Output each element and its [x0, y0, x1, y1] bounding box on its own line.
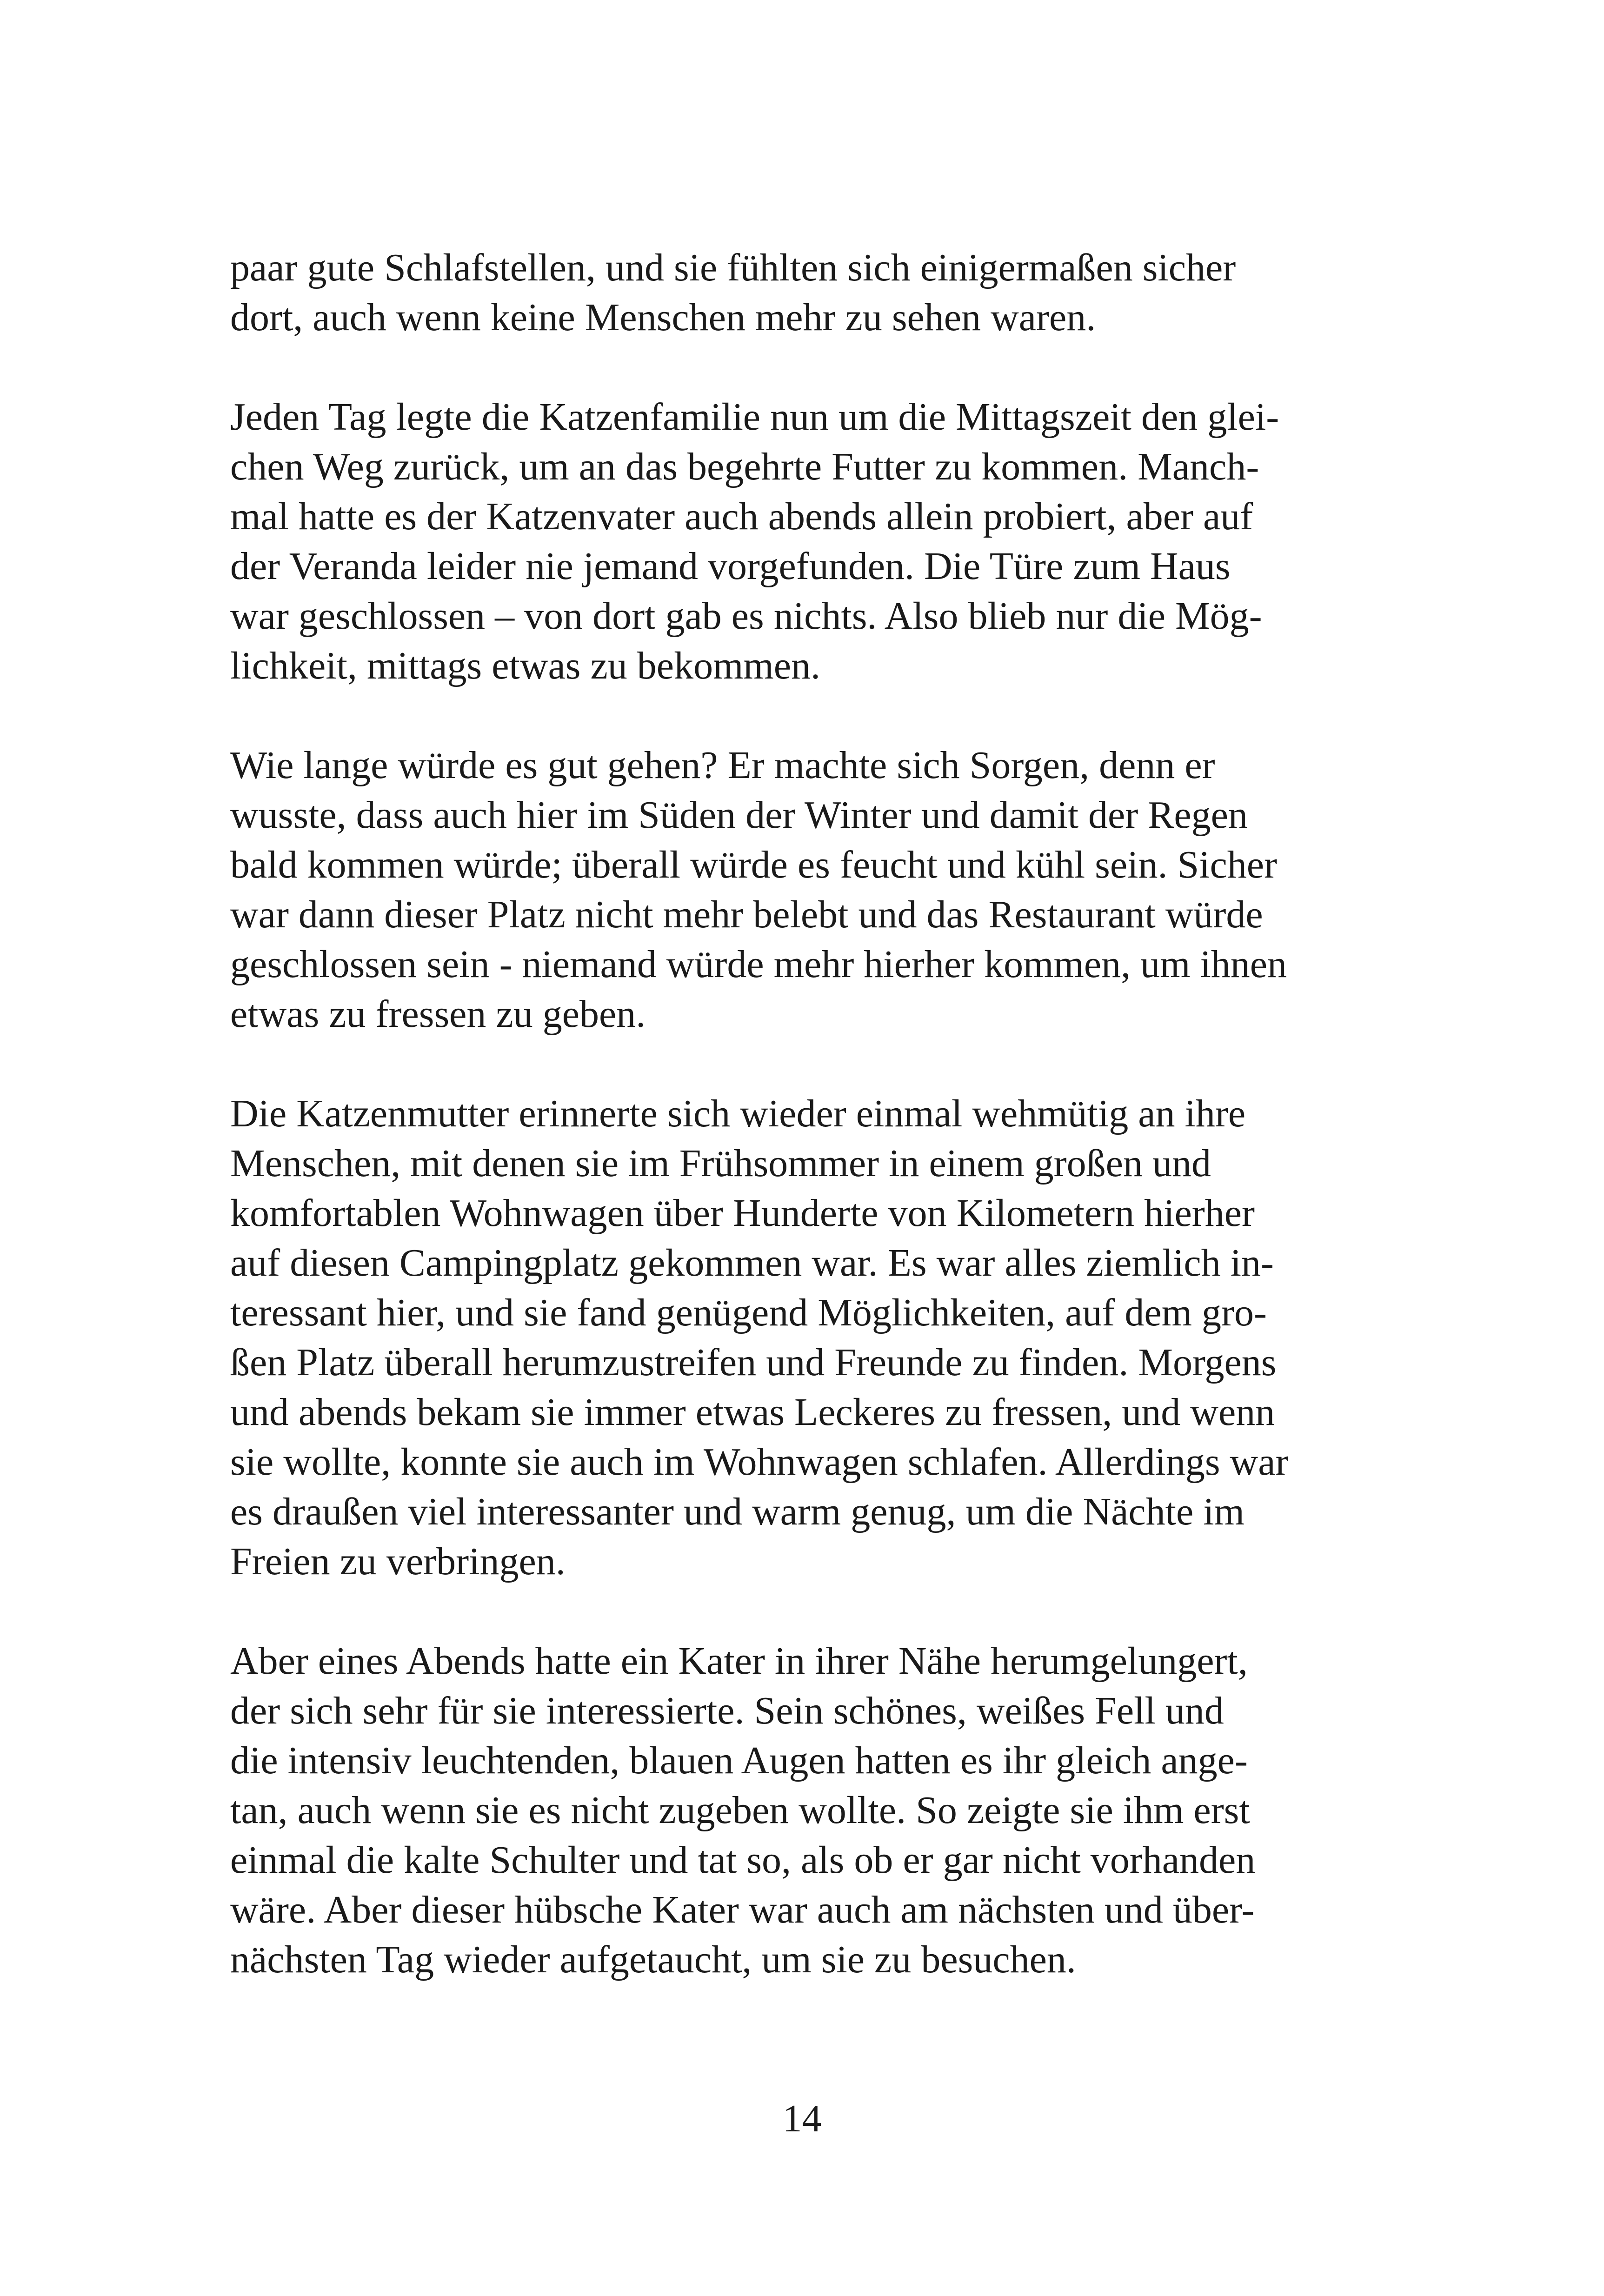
text-line: Wie lange würde es gut gehen? Er machte sich Sorgen, denn er — [230, 744, 1215, 787]
paragraph-2 — [230, 392, 1328, 691]
paragraph-4 — [230, 1089, 1328, 1586]
text-line: chen Weg zurück, um an das begehrte Futter zu kommen. Manch- — [230, 445, 1259, 488]
text-line: ßen Platz überall herumzustreifen und Freunde zu finden. Morgens — [230, 1341, 1277, 1384]
text-line: wusste, dass auch hier im Süden der Winter und damit der Regen — [230, 793, 1248, 837]
text-line: einmal die kalte Schulter und tat so, als ob er gar nicht vorhanden — [230, 1838, 1256, 1882]
text-line: der sich sehr für sie interessierte. Sein schönes, weißes Fell und — [230, 1689, 1224, 1732]
text-line: wäre. Aber dieser hübsche Kater war auch am nächsten und über- — [230, 1888, 1255, 1931]
text-line: geschlossen sein - niemand würde mehr hierher kommen, um ihnen — [230, 943, 1287, 986]
text-line: komfortablen Wohnwagen über Hunderte von Kilometern hierher — [230, 1191, 1255, 1235]
text-line: nächsten Tag wieder aufgetaucht, um sie zu besuchen. — [230, 1938, 1076, 1981]
page-number: 14 — [782, 2097, 822, 2140]
text-line: der Veranda leider nie jemand vorgefunden. Die Türe zum Haus — [230, 545, 1231, 588]
paragraph-1 — [230, 243, 1328, 342]
text-line: sie wollte, konnte sie auch im Wohnwagen schlafen. Allerdings war — [230, 1440, 1289, 1484]
text-line: etwas zu fressen zu geben. — [230, 992, 646, 1036]
text-line: Jeden Tag legte die Katzenfamilie nun um die Mittagszeit den glei- — [230, 395, 1279, 439]
text-line: tan, auch wenn sie es nicht zugeben wollte. So zeigte sie ihm erst — [230, 1789, 1250, 1832]
text-line: war dann dieser Platz nicht mehr belebt und das Restaurant würde — [230, 893, 1263, 936]
text-line: Die Katzenmutter erinnerte sich wieder einmal wehmütig an ihre — [230, 1092, 1246, 1135]
paragraph-5 — [230, 1636, 1328, 1984]
text-line: teressant hier, und sie fand genügend Möglichkeiten, auf dem gro- — [230, 1291, 1267, 1334]
text-line: war geschlossen – von dort gab es nichts. Also blieb nur die Mög- — [230, 594, 1262, 638]
text-line: Freien zu verbringen. — [230, 1540, 566, 1583]
text-line: lichkeit, mittags etwas zu bekommen. — [230, 644, 821, 687]
text-line: dort, auch wenn keine Menschen mehr zu sehen waren. — [230, 296, 1096, 339]
paragraph-3 — [230, 740, 1328, 1039]
text-line: Aber eines Abends hatte ein Kater in ihrer Nähe herumgelungert, — [230, 1639, 1248, 1683]
text-line: und abends bekam sie immer etwas Leckeres zu fressen, und wenn — [230, 1391, 1275, 1434]
text-line: mal hatte es der Katzenvater auch abends allein probiert, aber auf — [230, 495, 1253, 538]
text-line: auf diesen Campingplatz gekommen war. Es war alles ziemlich in- — [230, 1241, 1274, 1284]
text-line: Menschen, mit denen sie im Frühsommer in einem großen und — [230, 1142, 1211, 1185]
text-line: paar gute Schlafstellen, und sie fühlten sich einigermaßen sicher — [230, 246, 1236, 289]
body-text — [230, 243, 1328, 2034]
text-line: bald kommen würde; überall würde es feucht und kühl sein. Sicher — [230, 843, 1278, 886]
text-line: es draußen viel interessanter und warm genug, um die Nächte im — [230, 1490, 1245, 1533]
text-line: die intensiv leuchtenden, blauen Augen hatten es ihr gleich ange- — [230, 1739, 1248, 1782]
